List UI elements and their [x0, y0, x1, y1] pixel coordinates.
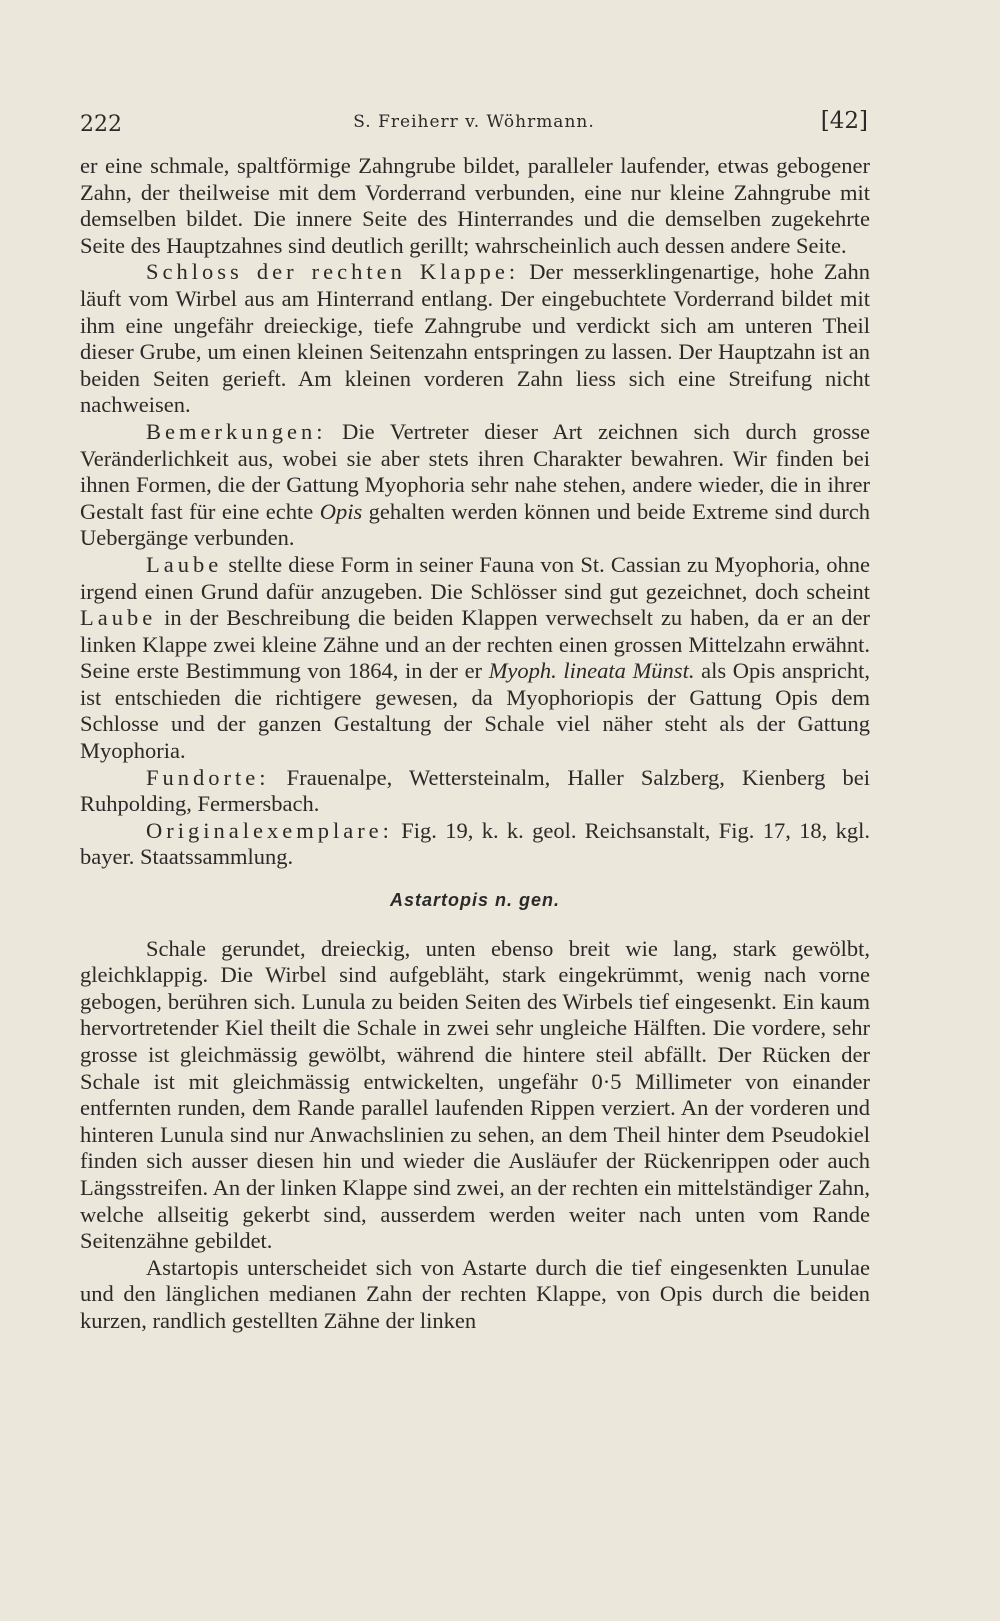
- paragraph-text: stellte diese Form in seiner Fauna von St. Cassian zu Myophoria, ohne irgend einen Grund dafür anzugeben. Die Schlösser sind gut gezeichnet, doch scheint: [80, 551, 870, 604]
- paragraph-text: als Opis anspricht, ist entschieden die richtigere gewesen, da Myophoriopis der Gattung Opis dem Schlosse und der ganzen Gestaltung der Schale viel näher steht als der Gattung Myophoria.: [80, 658, 870, 764]
- paragraph-lead: Schloss der rechten Klappe:: [146, 259, 520, 285]
- species-name: Myoph. lineata Münst.: [488, 658, 695, 684]
- paragraph-text: gehalten werden können und beide Extreme sind durch Uebergänge verbunden.: [80, 498, 870, 551]
- paragraph-fundorte: [80, 765, 870, 818]
- paragraph-lead: Bemerkungen:: [146, 418, 327, 444]
- paragraph-description: Schale gerundet, dreieckig, unten ebenso breit wie lang, stark gewölbt, gleichklappig. Die Wirbel sind aufgebläht, stark eingekrümmt, wenig nach vorne gebogen, berühren sich. Lunula zu beiden Seiten des Wirbels tief eingesenkt. Ein kaum hervortretender Kiel theilt die Schale in zwei sehr ungleiche Hälften. Die vordere, sehr grosse ist gleichmässig gewölbt, während die hintere steil abfällt. Der Rücken der Schale ist mit gleichmässig entwickelten, ungefähr 0·5 Millimeter von einander entfernten runden, dem Rande parallel laufenden Rippen verziert. An der vorderen und hinteren Lunula sind nur Anwachslinien zu sehen, an dem Theil hinter dem Pseudokiel finden sich ausser diesen hin und wieder die Ausläufer der Rückenrippen oder auch Längsstreifen. An der linken Klappe sind zwei, an der rechten ein mittelständiger Zahn, welche allseitig gekerbt sind, ausserdem werden weiter nach unten vom Rande Seitenzähne gebildet.: [80, 935, 870, 1254]
- page-header: [80, 104, 868, 144]
- paragraph-laube: [80, 552, 870, 765]
- paragraph-bemerkungen: [80, 419, 870, 552]
- author-name: Laube: [146, 551, 223, 577]
- paragraph-text: Frauenalpe, Wettersteinalm, Haller Salzberg, Kienberg bei Ruhpolding, Fermersbach.: [80, 764, 870, 817]
- paragraph-originalexemplare: [80, 818, 870, 871]
- paragraph-text: Fig. 19, k. k. geol. Reichsanstalt, Fig. 17, 18, kgl. bayer. Staatssammlung.: [80, 817, 870, 870]
- paragraph-text: Der messerklingenartige, hohe Zahn läuft vom Wirbel aus am Hinterrand entlang. Der eingebuchtete Vorderrand bildet mit ihm eine ungefähr dreieckige, tiefe Zahngrube und verdickt sich am unteren Theil dieser Grube, um einen kleinen Seitenzahn entspringen zu lassen. Der Hauptzahn ist an beiden Seiten gerieft. Am kleinen vorderen Zahn liess sich eine Streifung nicht nachweisen.: [80, 259, 870, 418]
- section-heading: Astartopis n. gen.: [389, 890, 560, 911]
- paragraph-1: er eine schmale, spaltförmige Zahngrube bildet, paralleler laufender, etwas gebogener Zahn, der theilweise mit dem Vorderrand verbunden, eine nur kleine Zahngrube mit demselben bildet. Die innere Seite des Hinterrandes und die demselben zugekehrte Seite des Hauptzahnes sind deutlich gerillt; wahrscheinlich auch dessen andere Seite.: [80, 153, 870, 258]
- paragraph-text: in der Beschreibung die beiden Klappen verwechselt zu haben, da er an der linken Klappe zwei kleine Zähne und an der rechten einen grossen Mittelzahn erwähnt. Seine erste Bestimmung von 1864, in der er: [80, 605, 870, 684]
- author-name: Laube: [80, 605, 157, 631]
- paragraph-lead: Fundorte:: [146, 764, 270, 790]
- paragraph-comparison: Astartopis unterscheidet sich von Astarte durch die tief eingesenkten Lunulae und den länglichen medianen Zahn der rechten Klappe, von Opis durch die beiden kurzen, randlich gestellten Zähne der linken: [80, 1254, 870, 1333]
- paragraph-schloss-rechte-klappe: [80, 259, 870, 419]
- body-text: [80, 153, 870, 1335]
- section-signature: [42]: [820, 108, 868, 134]
- paragraph-text: Die Vertreter dieser Art zeichnen sich durch grosse Veränderlichkeit aus, wobei sie aber stets ihren Charakter bewahren. Wir finden bei ihnen Formen, die der Gattung Myophoria sehr nahe stehen, andere wieder, die in ihrer Gestalt fast für eine echte: [80, 418, 870, 524]
- paragraph-lead: Originalexemplare:: [146, 817, 393, 843]
- genus-name: Opis: [319, 498, 363, 524]
- page-number: 222: [80, 112, 122, 137]
- running-title: S. Freiherr v. Wöhrmann.: [353, 112, 595, 132]
